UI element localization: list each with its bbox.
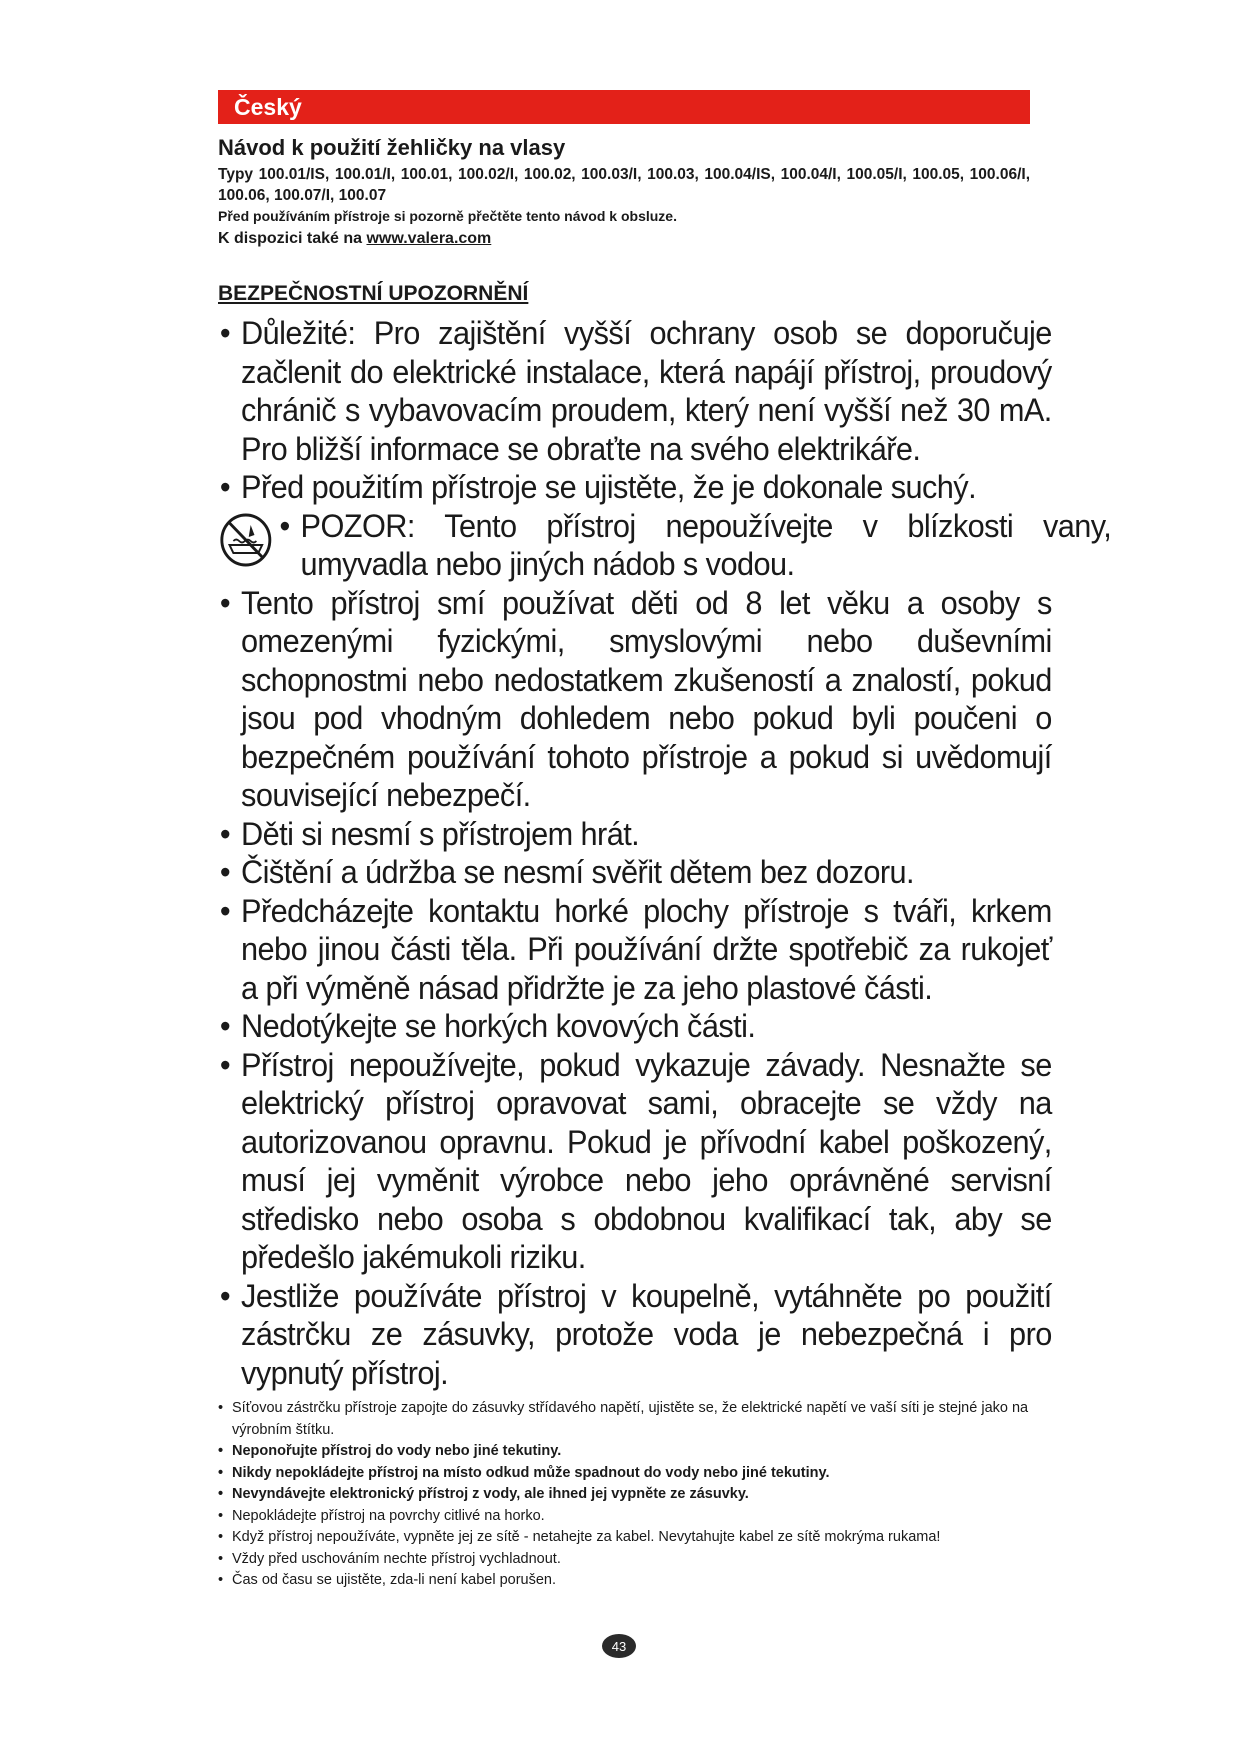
no-water-bath-icon: [218, 511, 274, 569]
small-safety-item: • Síťovou zástrčku přístroje zapojte do zásuvky střídavého napětí, ujistěte se, že elektrické napětí ve vaší síti je stejné jako na výrobním štítku.: [218, 1398, 1030, 1441]
safety-heading: BEZPEČNOSTNÍ UPOZORNĚNÍ: [218, 282, 529, 305]
language-bar: [218, 90, 1030, 124]
page-number: 43: [602, 1634, 636, 1658]
safety-item: • Děti si nesmí s přístrojem hrát.: [218, 815, 1052, 854]
read-instructions-note: Před používáním přístroje si pozorně přečtěte tento návod k obsluze.: [218, 208, 677, 224]
safety-item: • Nedotýkejte se horkých kovových části.: [218, 1007, 1052, 1046]
small-safety-item: • Když přístroj nepoužíváte, vypněte jej ze sítě - netahejte za kabel. Nevytahujte kabel ze sítě mokrýma rukama!: [218, 1527, 1030, 1549]
additional-safety-list: [218, 1398, 1030, 1592]
safety-item: • Tento přístroj smí používat děti od 8 let věku a osoby s omezenými fyzickými, smyslovými nebo duševními schopnostmi nebo nedostatkem zkušeností a znalostí, pokud jsou pod vhodným dohledem nebo pokud byli poučeni o bezpečném používání tohoto přístroje a pokud si uvědomují související nebezpečí.: [218, 584, 1052, 815]
safety-item: • Čištění a údržba se nesmí svěřit dětem bez dozoru.: [218, 853, 1052, 892]
small-safety-item: • Nepokládejte přístroj na povrchy citlivé na horko.: [218, 1506, 1030, 1528]
language-label: Český: [234, 93, 302, 120]
safety-list: [218, 314, 1112, 1392]
small-safety-item: • Vždy před uschováním nechte přístroj vychladnout.: [218, 1549, 1030, 1571]
safety-item-warning: [218, 507, 1111, 584]
small-safety-item: • Čas od času se ujistěte, zda-li není kabel porušen.: [218, 1570, 1030, 1592]
safety-item: • Jestliže používáte přístroj v koupelně, vytáhněte po použití zástrčku ze zásuvky, protože voda je nebezpečná i pro vypnutý přístroj.: [218, 1277, 1052, 1393]
small-safety-item: • Nevyndávejte elektronický přístroj z vody, ale ihned jej vypněte ze zásuvky.: [218, 1484, 1030, 1506]
safety-item: • Předcházejte kontaktu horké plochy přístroje s tváři, krkem nebo jinou části těla. Při používání držte spotřebič za rukojeť a při výměně násad přidržte je za jeho plastové části.: [218, 892, 1052, 1008]
warning-text: POZOR: Tento přístroj nepoužívejte v blízkosti vany, umyvadla nebo jiných nádob s vodou.: [300, 507, 1112, 582]
safety-item: • Přístroj nepoužívejte, pokud vykazuje závady. Nesnažte se elektrický přístroj opravovat sami, obracejte se vždy na autorizovanou opravnu. Pokud je přívodní kabel poškozený, musí jej vyměnit výrobce nebo jeho oprávněné servisní středisko nebo osoba s obdobnou kvalifikací tak, aby se předešlo jakémukoli riziku.: [218, 1046, 1052, 1277]
small-safety-item: • Nikdy nepokládejte přístroj na místo odkud může spadnout do vody nebo jiné tekutiny.: [218, 1463, 1030, 1485]
small-safety-item: • Neponořujte přístroj do vody nebo jiné tekutiny.: [218, 1441, 1030, 1463]
manual-page: [218, 90, 1112, 1592]
safety-item: • Před použitím přístroje se ujistěte, že je dokonale suchý.: [218, 468, 1052, 507]
availability-prefix: K dispozici také na: [218, 230, 367, 247]
website-link[interactable]: www.valera.com: [366, 230, 492, 247]
safety-item: • Důležité: Pro zajištění vyšší ochrany osob se doporučuje začlenit do elektrické instalace, která napájí přístroj, proudový chránič s vybavovacím proudem, který není vyšší než 30 mA. Pro bližší informace se obraťte na svého elektrikáře.: [218, 314, 1052, 468]
model-types: Typy 100.01/IS, 100.01/I, 100.01, 100.02/I, 100.02, 100.03/I, 100.03, 100.04/IS, 100.04/I, 100.05/I, 100.05, 100.06/I, 100.06, 100.07/I, 100.07: [218, 166, 1030, 204]
manual-title: Návod k použití žehličky na vlasy: [218, 135, 566, 160]
availability-line: [218, 226, 1030, 252]
